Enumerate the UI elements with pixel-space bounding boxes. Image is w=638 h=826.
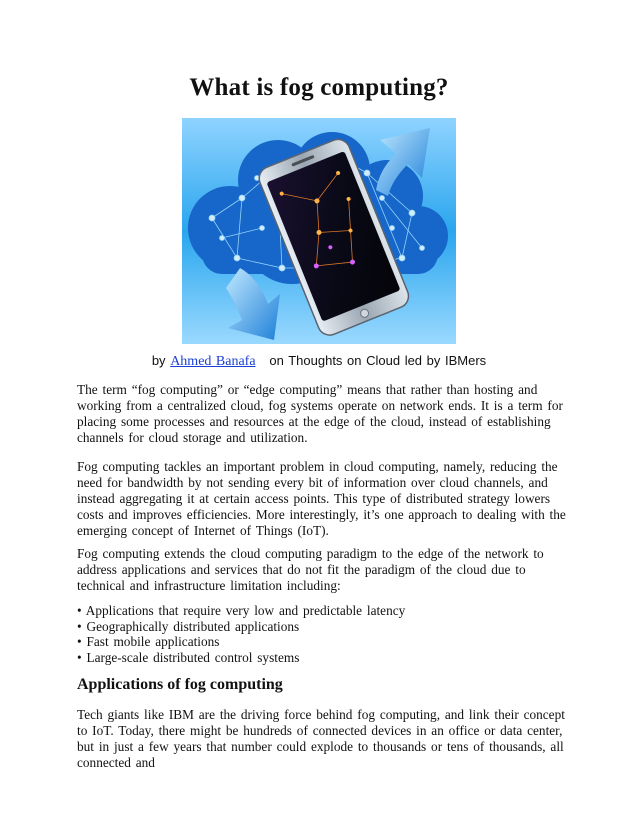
- paragraph-text: Fog computing tackles an important problem in cloud computing, namely, reducing the need for bandwidth by not sending every bit of information over cloud channels, and instead aggregating it at certain access points. This type of distributed strategy lowers costs and improves efficiencies. More interestingly, it’s one approach to dealing with the emerging concept of Internet of Things (IoT).: [77, 459, 566, 538]
- byline-source: on Thoughts on Cloud led by IBMers: [269, 353, 487, 368]
- bullet-list: [77, 603, 567, 665]
- section-heading: Applications of fog computing: [77, 676, 283, 693]
- page-title: What is fog computing?: [189, 74, 449, 101]
- list-item: • Geographically distributed applications: [77, 618, 300, 634]
- byline: [0, 353, 638, 370]
- paragraph-text: The term “fog computing” or “edge computing” means that rather than hosting and working from a centralized cloud, fog systems operate on network ends. It is a term for placing some processes and resources at the edge of the cloud, instead of establishing channels for cloud storage and utilization.: [77, 382, 563, 445]
- paragraph-text: Tech giants like IBM are the driving force behind fog computing, and link their concept to IoT. Today, there might be hundreds of connected devices in an office or data center, but in just a few years that number could explode to thousands or tens of thousands, all connected and: [77, 707, 565, 770]
- paragraph-text: Fog computing extends the cloud computing paradigm to the edge of the network to address applications and services that do not fit the paradigm of the cloud due to technical and infrastructure limitation including:: [77, 546, 544, 593]
- byline-prefix: by: [151, 353, 166, 368]
- author-link[interactable]: Ahmed Banafa: [170, 354, 256, 369]
- list-item: • Applications that require very low and predictable latency: [77, 603, 406, 618]
- paragraph-intro: [77, 382, 567, 446]
- fog-computing-illustration: [182, 118, 456, 344]
- list-item: • Large-scale distributed control systems: [77, 649, 300, 665]
- list-item: • Fast mobile applications: [77, 634, 220, 649]
- paragraph-paradigm: [77, 546, 567, 594]
- paragraph-applications: [77, 707, 567, 771]
- paragraph-bandwidth: [77, 459, 567, 539]
